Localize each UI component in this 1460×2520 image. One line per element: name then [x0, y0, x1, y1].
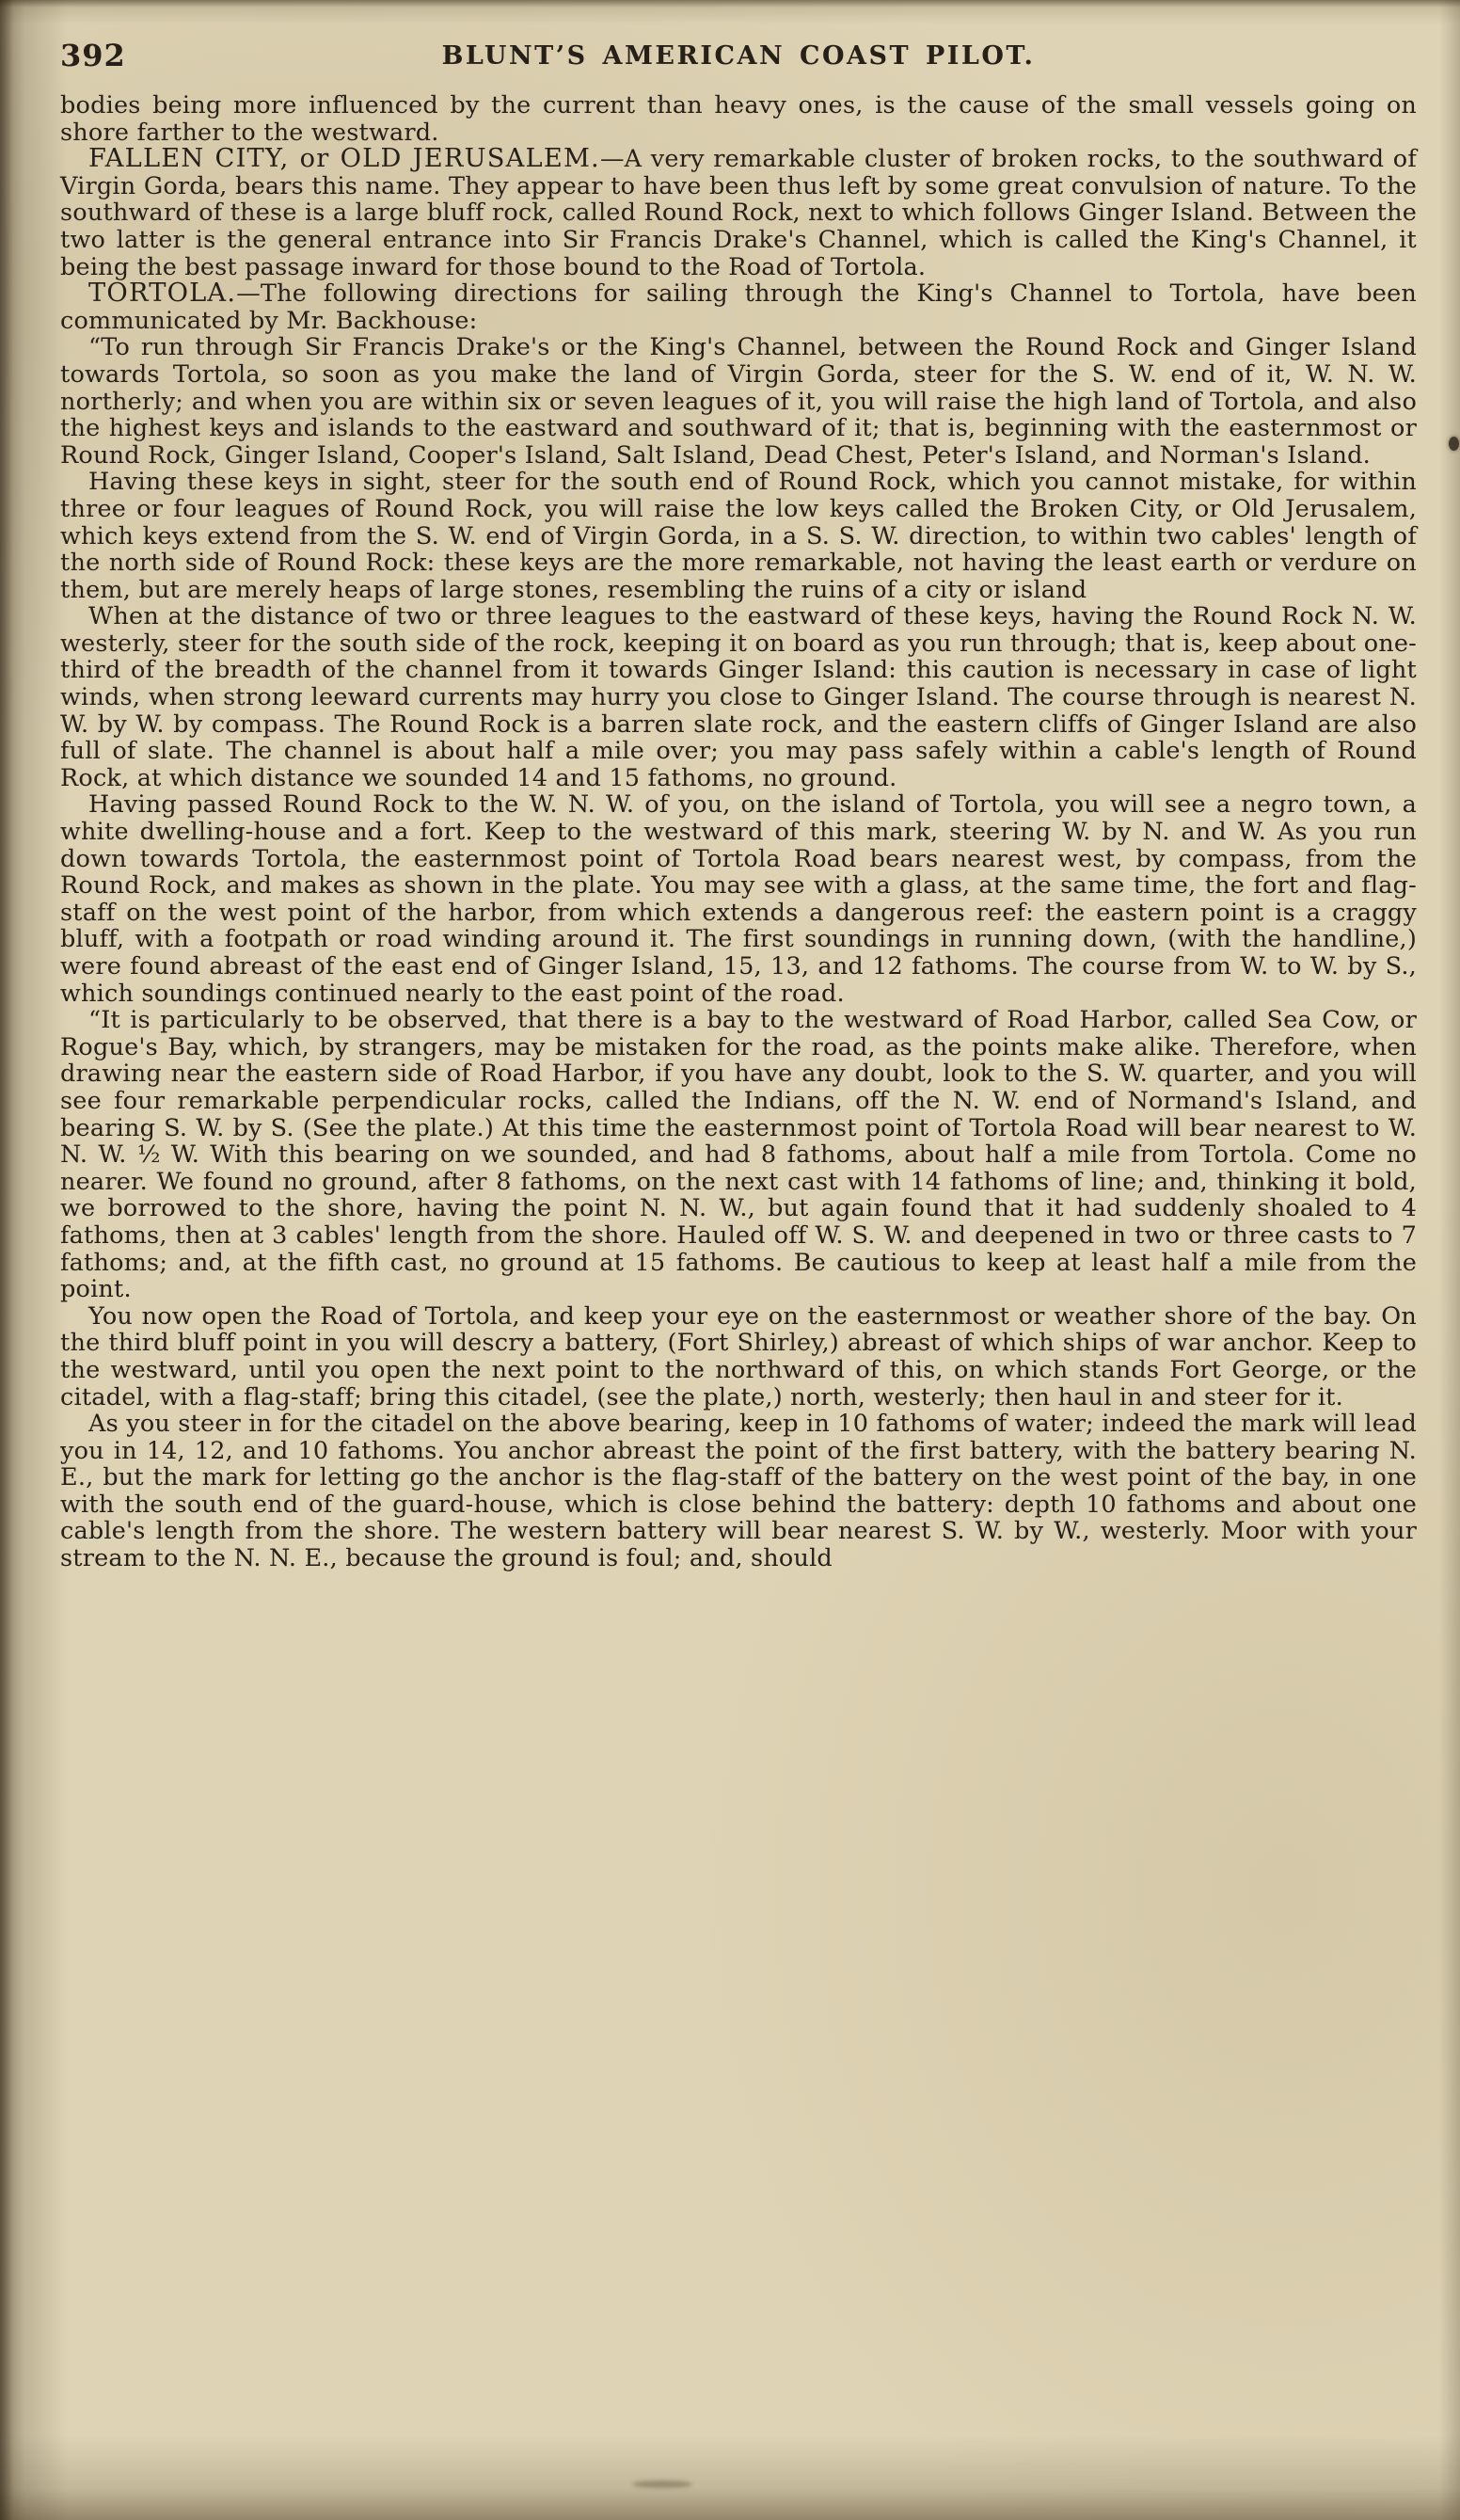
- paragraph-text: —A very remarkable cluster of broken rocks, to the southward of Virgin Gorda, bears this name. They appear to have been thus left by some great convulsion of nature. To the southward of these is a large bluff rock, called Round Rock, next to which follows Ginger Island. Between the two latter is the general entrance into Sir Francis Drake's Channel, which is called the King's Channel, it being the best passage inward for those bound to the Road of Tortola.: [60, 145, 1417, 281]
- paper-smudge: [632, 2480, 692, 2488]
- binding-shadow: [0, 0, 13, 2520]
- paragraph: [60, 1007, 1417, 1303]
- paragraph-text: Having these keys in sight, steer for the south end of Round Rock, which you cannot mistake, for within three or four leagues of Round Rock, you will raise the low keys called the Broken City, or Old Jerusalem, which keys extend from the S. W. end of Virgin Gorda, in a S. S. W. direction, to within two cables' length of the north side of Round Rock: these keys are the more remarkable, not having the least earth or verdure on them, but are merely heaps of large stones, resembling the ruins of a city or island: [60, 468, 1417, 604]
- paragraph-text: Having passed Round Rock to the W. N. W. of you, on the island of Tortola, you will see a negro town, a white dwelling-house and a fort. Keep to the westward of this mark, steering W. by N. and W. As you run down towards Tortola, the easternmost point of Tortola Road bears nearest west, by compass, from the Round Rock, and makes as shown in the plate. You may see with a glass, at the same time, the fort and flag-staff on the west point of the harbor, from which extends a dangerous reef: the eastern point is a craggy bluff, with a footpath or road winding around it. The first soundings in running down, (with the handline,) were found abreast of the east end of Ginger Island, 15, 13, and 12 fathoms. The course from W. to W. by S., which soundings continued nearly to the east point of the road.: [60, 790, 1417, 1008]
- paragraph-text: As you steer in for the citadel on the above bearing, keep in 10 fathoms of water; indeed the mark will lead you in 14, 12, and 10 fathoms. You anchor abreast the point of the first battery, with the battery bearing N. E., but the mark for letting go the anchor is the flag-staff of the battery on the west point of the bay, in one with the south end of the guard-house, which is close behind the battery: depth 10 fathoms and about one cable's length from the shore. The western battery will bear nearest S. W. by W., westerly. Moor with your stream to the N. N. E., because the ground is foul; and, should: [60, 1410, 1417, 1573]
- paragraph: [60, 469, 1417, 603]
- page-body: [60, 92, 1417, 1572]
- paragraph: [60, 1303, 1417, 1411]
- paragraph: [60, 791, 1417, 1007]
- paragraph-text: —The following directions for sailing through the King's Channel to Tortola, have been communicated by Mr. Backhouse:: [60, 279, 1417, 335]
- paragraph: [60, 334, 1417, 469]
- paragraph-text: “It is particularly to be observed, that there is a bay to the westward of Road Harbor, called Sea Cow, or Rogue's Bay, which, by strangers, may be mistaken for the road, as the points make alike. Therefore, when drawing near the eastern side of Road Harbor, if you have any doubt, look to the S. W. quarter, and you will see four remarkable perpendicular rocks, called the Indians, off the N. W. end of Normand's Island, and bearing S. W. by S. (See the plate.) At this time the easternmost point of Tortola Road will bear nearest to W. N. W. ½ W. With this bearing on we sounded, and had 8 fathoms, about half a mile from Tortola. Come no nearer. We found no ground, after 8 fathoms, on the next cast with 14 fathoms of line; and, thinking it bold, we borrowed to the shore, having the point N. N. W., but again found that it had suddenly shoaled to 4 fathoms, then at 3 cables' length from the shore. Hauled off W. S. W. and deepened in two or three casts to 7 fathoms; and, at the fifth cast, no ground at 15 fathoms. Be cautious to keep at least half a mile from the point.: [60, 1006, 1417, 1304]
- paragraph: [60, 146, 1417, 280]
- paragraph: [60, 92, 1417, 146]
- paragraph: [60, 280, 1417, 334]
- page-number: 392: [60, 38, 126, 73]
- paragraph-text: You now open the Road of Tortola, and keep your eye on the easternmost or weather shore of the bay. On the third bluff point in you will descry a battery, (Fort Shirley,) abreast of which ships of war anchor. Keep to the westward, until you open the next point to the northward of this, on which stands Fort George, or the citadel, with a flag-staff; bring this citadel, (see the plate,) north, westerly; then haul in and steer for it.: [60, 1301, 1417, 1412]
- paragraph-text: bodies being more influenced by the current than heavy ones, is the cause of the small vessels going on shore farther to the westward.: [60, 91, 1417, 147]
- page-content: [60, 36, 1417, 1572]
- paragraph-text: When at the distance of two or three leagues to the eastward of these keys, having the Round Rock N. W. westerly, steer for the south side of the rock, keeping it on board as you run through; that is, keep about one-third of the breadth of the channel from it towards Ginger Island: this caution is necessary in case of light winds, when strong leeward currents may hurry you close to Ginger Island. The course through is nearest N. W. by W. by compass. The Round Rock is a barren slate rock, and the eastern cliffs of Ginger Island are also full of slate. The channel is about half a mile over; you may pass safely within a cable's length of Round Rock, at which distance we sounded 14 and 15 fathoms, no ground.: [60, 602, 1417, 792]
- paper-speck: [1449, 437, 1459, 451]
- paragraph-lead: FALLEN CITY, or OLD JERUSALEM.: [88, 144, 600, 174]
- page-header: [60, 36, 1417, 83]
- paragraph: [60, 603, 1417, 791]
- paragraph-text: “To run through Sir Francis Drake's or the King's Channel, between the Round Rock and Ginger Island towards Tortola, so soon as you make the land of Virgin Gorda, steer for the S. W. end of it, W. N. W. northerly; and when you are within six or seven leagues of it, you will raise the high land of Tortola, and also the highest keys and islands to the eastward and southward of it; that is, beginning with the easternmost or Round Rock, Ginger Island, Cooper's Island, Salt Island, Dead Chest, Peter's Island, and Norman's Island.: [60, 333, 1417, 470]
- paragraph: [60, 1411, 1417, 1572]
- paragraph-lead: TORTOLA.: [88, 279, 237, 309]
- running-title: BLUNT’S AMERICAN COAST PILOT.: [441, 41, 1036, 71]
